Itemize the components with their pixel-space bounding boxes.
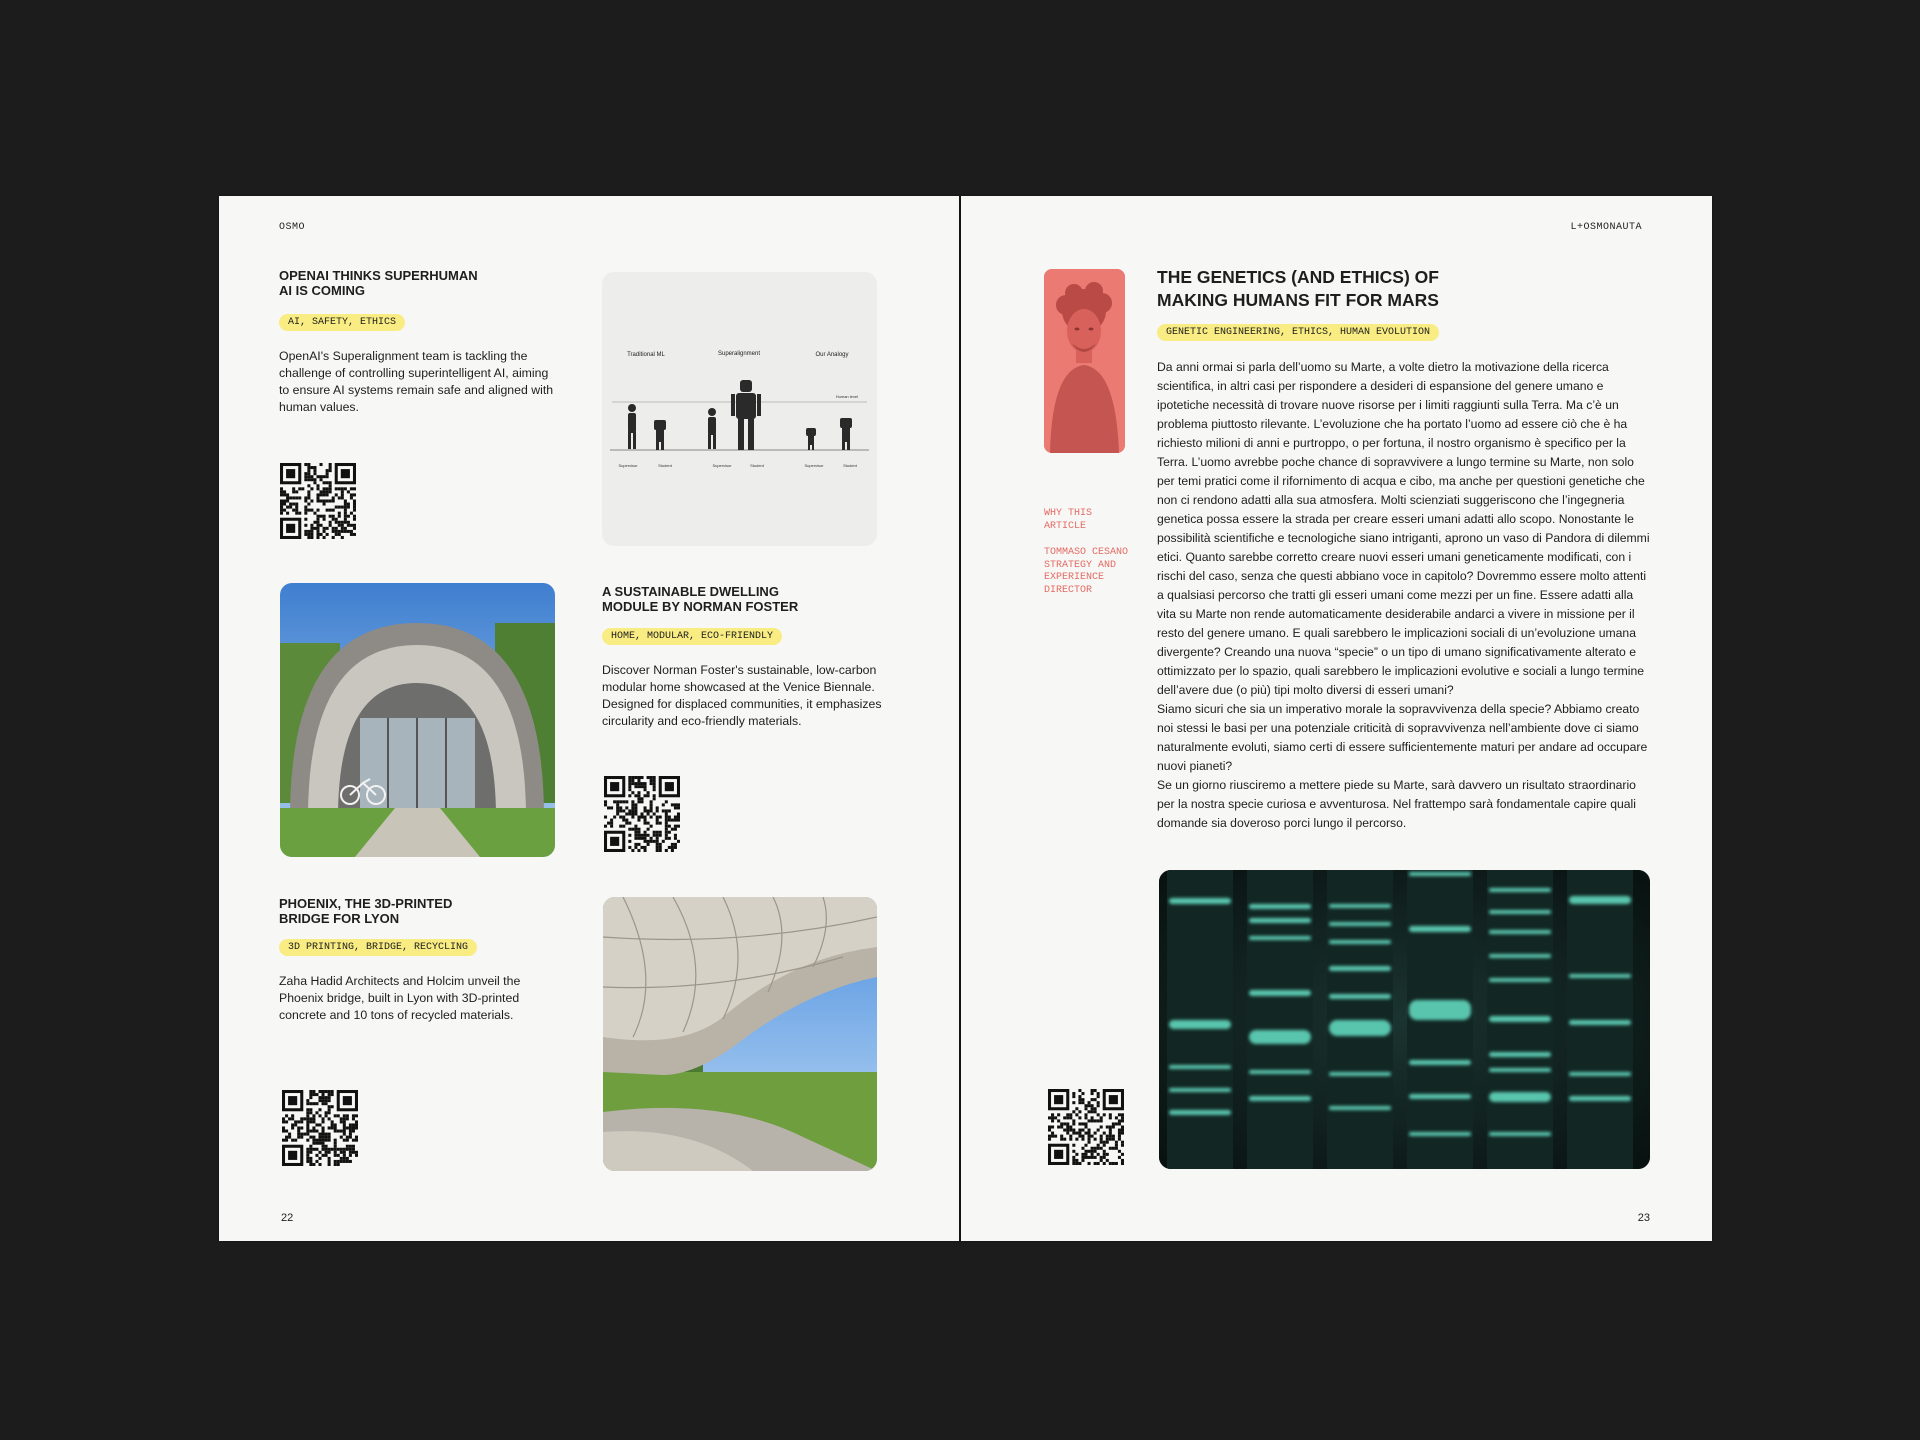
gel-band <box>1249 990 1311 996</box>
gel-band <box>1569 1020 1631 1025</box>
gel-band <box>1569 896 1631 904</box>
gel-band <box>1569 1096 1631 1101</box>
author-credit: TOMMASO CESANO STRATEGY AND EXPERIENCE DIRECTOR <box>1044 547 1129 596</box>
tag-pill-phoenix: 3D PRINTING, BRIDGE, RECYCLING <box>279 939 477 956</box>
qr-code-openai[interactable] <box>280 463 356 539</box>
gel-band <box>1329 1020 1391 1036</box>
diagram-label-superalignment: Superalignment <box>717 351 761 357</box>
gel-lane <box>1567 870 1633 1169</box>
gel-band <box>1329 940 1391 944</box>
gel-band <box>1489 1068 1551 1072</box>
gel-lane <box>1247 870 1313 1169</box>
article-body-phoenix: Zaha Hadid Architects and Holcim unveil the Phoenix bridge, built in Lyon with 3D-printed concrete and 10 tons of recycled materials. <box>279 974 521 1022</box>
gel-band <box>1169 1020 1231 1029</box>
gel-band <box>1329 994 1391 999</box>
gel-band <box>1489 954 1551 958</box>
figures-traditional <box>628 404 666 450</box>
gel-band <box>1249 1096 1311 1101</box>
qr-code-dwelling[interactable] <box>604 776 680 852</box>
gel-band <box>1489 1132 1551 1136</box>
photo-phoenix-bridge <box>603 897 877 1171</box>
gel-band <box>1489 1052 1551 1057</box>
diagram-sublabel: Supervisor <box>712 463 732 468</box>
dwelling-illustration <box>280 583 555 857</box>
tag-pill-dwelling: HOME, MODULAR, ECO-FRIENDLY <box>602 628 782 645</box>
gel-band <box>1489 978 1551 982</box>
gel-band <box>1249 918 1311 923</box>
diagram-sublabel: Student <box>750 463 764 468</box>
gel-band <box>1249 936 1311 940</box>
superalignment-diagram <box>602 272 877 546</box>
diagram-sublabel: Supervisor <box>804 463 824 468</box>
running-head-right: L+OSMONAUTA <box>1570 222 1642 233</box>
gel-band <box>1409 1094 1471 1099</box>
gel-band <box>1169 898 1231 904</box>
right-page <box>961 196 1712 1241</box>
page-number-left: 22 <box>281 1212 294 1224</box>
tag-pill-mars: GENETIC ENGINEERING, ETHICS, HUMAN EVOLUTION <box>1157 324 1439 341</box>
photo-dna-gel <box>1159 870 1650 1169</box>
diagram-sublabel: Student <box>658 463 672 468</box>
caption-label: WHY THIS ARTICLE <box>1044 508 1093 532</box>
qr-code-mars[interactable] <box>1048 1089 1124 1165</box>
gel-band <box>1169 1110 1231 1115</box>
diagram-label-analogy: Our Analogy <box>815 352 849 358</box>
gel-band <box>1329 904 1391 908</box>
gel-electrophoresis-illustration <box>1159 870 1650 1169</box>
photo-dwelling-module <box>280 583 555 857</box>
diagram-label-traditional: Traditional ML <box>627 352 665 358</box>
tag-pill-openai: AI, SAFETY, ETHICS <box>279 314 405 331</box>
figures-analogy <box>806 418 852 450</box>
gel-band <box>1489 910 1551 914</box>
article-body-openai: OpenAI's Superalignment team is tackling the challenge of controlling superintelligent AI, aiming to ensure AI systems remain safe and aligned with human values. <box>279 349 554 414</box>
qr-code-phoenix[interactable] <box>282 1090 358 1166</box>
gel-band <box>1489 930 1551 934</box>
gel-band <box>1249 1030 1311 1044</box>
author-portrait <box>1044 269 1125 453</box>
article-body-dwelling: Discover Norman Foster's sustainable, low-carbon modular home showcased at the Venice Biennale. Designed for displaced communities, it emphasizes circularity and eco-friendly materials. <box>602 663 882 728</box>
article-body-mars: Da anni ormai si parla dell’uomo su Marte, a volte dietro la motivazione della ricerca scientifica, in altri casi per rispondere a desideri di espansione del genere umano e ipotetiche necessità di trovare nuove risorse per i limiti raggiunti sulla Terra. Ma c’è un problema piuttosto rilevante. L’evoluzione che ha portato l’uomo ad essere ciò che è ha richiesto milioni di anni e purtroppo, o per fortuna, il nostro organismo è specifico per la Terra. L’uomo avrebbe poche chance di sopravvivere a lungo termine su Marte, non solo per temi pratici come il rifornimento di acqua e cibo, ma anche per questioni genetiche che non ci rendono adatti alla sua atmosfera. Molti scienziati suggeriscono che l’ingegneria genetica possa essere la strada per creare esseri umani adatti allo scopo. Nonostante le possibilità scientifiche e tecnologiche siano intriganti, aprono un vaso di Pandora di dilemmi etici. Quanto sarebbe corretto creare nuovi esseri umani geneticamente modificati, con i rischi del caso, senza che questi abbiano voce in capitolo? Dovremmo essere molto attenti a qualsiasi percorso che tratti gli esseri umani come mezzi per un fine. Essere adatti alla vita su Marte non rende automaticamente desiderabile andarci a vivere in missione per il resto del genere umano. E quali sarebbero le implicazioni sociali di un’evoluzione umana divergente? Creando una nuova “specie” o un tipo di umano significativamente alterato e ottimizzato per lo spazio, quali sarebbero le implicazioni evolutive e sociali a lungo termine dell’avere due (o più) tipi molto diversi di esseri umani? Siamo sicuri che sia un imperativo morale la sopravvivenza della specie? Abbiamo creato noi stessi le basi per una potenziale criticità di sopravvivenza nell’ambiente dove ci siamo naturalmente evoluti, siamo certi di essere sufficientemente maturi per andare ad occupare nuovi pianeti? Se un giorno riusciremo a mettere piede su Marte, sarà davvero un risultato straordinario per la nostra specie curiosa e avventurosa. Nel frattempo sarà fondamentale capire quali domande sia doveroso porci lungo il percorso. <box>1157 360 1650 830</box>
article-title-openai: OPENAI THINKS SUPERHUMAN AI IS COMING <box>279 268 478 298</box>
diagram-label-human-level: Human level <box>835 394 858 399</box>
figure-superalignment <box>602 272 877 546</box>
running-head-left: OSMO <box>279 222 306 233</box>
gel-band <box>1489 1092 1551 1102</box>
gel-band <box>1409 872 1471 876</box>
article-title-mars: THE GENETICS (AND ETHICS) OF MAKING HUMANS FIT FOR MARS <box>1157 267 1439 310</box>
gel-band <box>1409 1132 1471 1136</box>
gel-band <box>1169 1065 1231 1069</box>
gel-band <box>1569 974 1631 978</box>
article-title-dwelling: A SUSTAINABLE DWELLING MODULE BY NORMAN FOSTER <box>602 584 799 614</box>
portrait-illustration <box>1044 269 1125 453</box>
gel-band <box>1329 1106 1391 1110</box>
gel-lane <box>1167 870 1233 1169</box>
left-page <box>219 196 959 1241</box>
gel-band <box>1409 1000 1471 1020</box>
diagram-sublabel: Supervisor <box>618 463 638 468</box>
gel-band <box>1329 966 1391 971</box>
gel-band <box>1329 922 1391 926</box>
gel-lane <box>1327 870 1393 1169</box>
gel-band <box>1169 1088 1231 1092</box>
gel-band <box>1409 926 1471 932</box>
diagram-sublabel: Student <box>843 463 857 468</box>
page-number-right: 23 <box>1637 1212 1650 1224</box>
article-title-phoenix: PHOENIX, THE 3D-PRINTED BRIDGE FOR LYON <box>279 896 453 926</box>
gel-band <box>1249 904 1311 909</box>
gel-band <box>1489 888 1551 892</box>
gel-band <box>1489 1016 1551 1022</box>
gel-band <box>1249 1070 1311 1074</box>
gel-band <box>1329 1072 1391 1076</box>
gel-band <box>1569 1072 1631 1076</box>
figures-superalignment <box>708 380 761 450</box>
gel-band <box>1409 1060 1471 1065</box>
bridge-illustration <box>603 897 877 1171</box>
